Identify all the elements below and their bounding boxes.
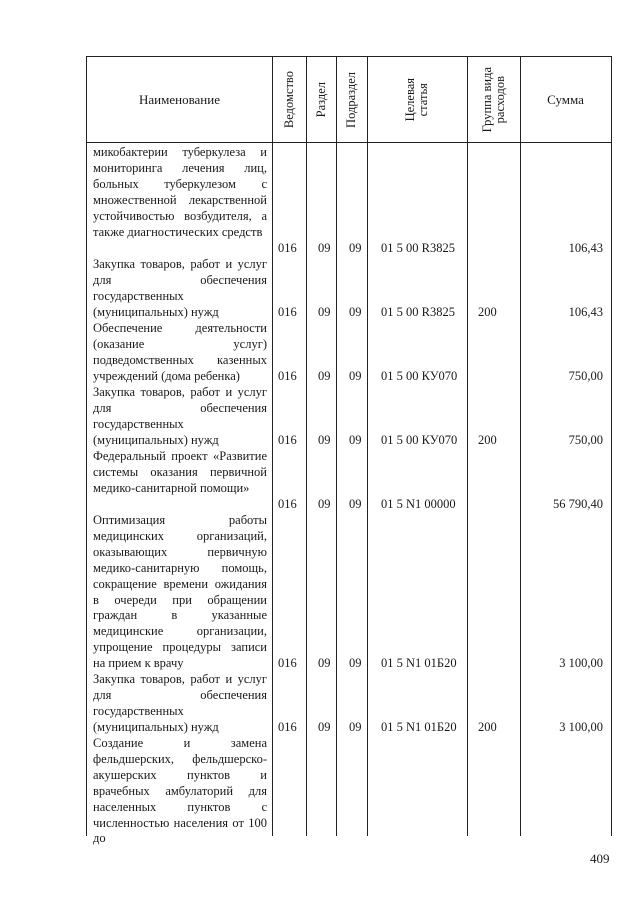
row-razdel: 09 [318,656,331,670]
row-vedomstvo: 016 [278,433,297,447]
row-gruppa: 200 [478,305,497,319]
row-name: Обеспечение деятельности (оказание услуг) подведомственных казенных учреждений (дома ребенка) [93,321,267,383]
row-podrazdel: 09 [349,305,362,319]
row-razdel: 09 [318,720,331,734]
row-celevaya: 01 5 00 КУ070 [381,369,458,383]
row-vedomstvo: 016 [278,720,297,734]
row-razdel: 09 [318,305,331,319]
row-podrazdel: 09 [349,656,362,670]
column-divider [306,57,307,836]
row-summa: 3 100,00 [559,720,603,734]
row-name: Закупка товаров, работ и услуг для обеспечения государственных (муниципальных) нужд [93,385,267,447]
header-razdel: Раздел [313,81,328,118]
row-razdel: 09 [318,369,331,383]
row-vedomstvo: 016 [278,369,297,383]
column-divider [467,57,468,836]
row-vedomstvo: 016 [278,241,297,255]
row-summa: 750,00 [568,433,603,447]
row-summa: 106,43 [568,305,603,319]
row-vedomstvo: 016 [278,305,297,319]
row-podrazdel: 09 [349,497,362,511]
page-number: 409 [590,851,610,866]
row-name: Федеральный проект «Развитие системы оказания первичной медико-санитарной помощи» [93,449,267,495]
row-podrazdel: 09 [349,720,362,734]
row-celevaya: 01 5 N1 00000 [381,497,456,511]
row-celevaya: 01 5 N1 01Б20 [381,720,457,734]
row-vedomstvo: 016 [278,497,297,511]
row-razdel: 09 [318,433,331,447]
header-name: Наименование [139,91,220,107]
row-podrazdel: 09 [349,369,362,383]
row-gruppa: 200 [478,433,497,447]
row-celevaya: 01 5 00 R3825 [381,241,455,255]
row-razdel: 09 [318,497,331,511]
header-podrazdel: Подраздел [344,71,358,128]
column-divider [367,57,368,836]
row-name: Закупка товаров, работ и услуг для обеспечения государственных (муниципальных) нужд [93,672,267,734]
row-razdel: 09 [318,241,331,255]
row-name: Оптимизация работы медицинских организаций, оказывающих первичную медико-санитарную помощь, сокращение времени ожидания в очереди при обращении граждан в указанные медицинские организации, упрощение процедуры записи на прием к врачу [93,513,267,671]
row-summa: 3 100,00 [559,656,603,670]
table-header [87,57,611,143]
row-vedomstvo: 016 [278,656,297,670]
column-divider [336,57,337,836]
row-podrazdel: 09 [349,433,362,447]
row-celevaya: 01 5 00 КУ070 [381,433,458,447]
header-summa: Сумма [547,91,584,107]
row-celevaya: 01 5 N1 01Б20 [381,656,457,670]
header-gruppa: Группа вида расходов [479,66,507,133]
row-podrazdel: 09 [349,241,362,255]
row-gruppa: 200 [478,720,497,734]
row-name: микобактерии туберкулеза и мониторинга лечения лиц, больных туберкулезом с множественной лекарственной устойчивостью возбудителя, а также диагностических средств [93,145,267,239]
column-divider [520,57,521,836]
header-celevaya: Целевая статья [403,77,430,122]
row-name: Закупка товаров, работ и услуг для обеспечения государственных (муниципальных) нужд [93,257,267,319]
row-summa: 750,00 [568,369,603,383]
row-summa: 106,43 [568,241,603,255]
column-divider [272,57,273,836]
row-name: Создание и замена фельдшерских, фельдшерско-акушерских пунктов и врачебных амбулаторий для населенных пунктов с численностью населения от 100 до [93,736,267,846]
budget-table [86,56,612,846]
header-vedomstvo: Ведомство [281,70,296,129]
row-celevaya: 01 5 00 R3825 [381,305,455,319]
row-summa: 56 790,40 [553,497,603,511]
